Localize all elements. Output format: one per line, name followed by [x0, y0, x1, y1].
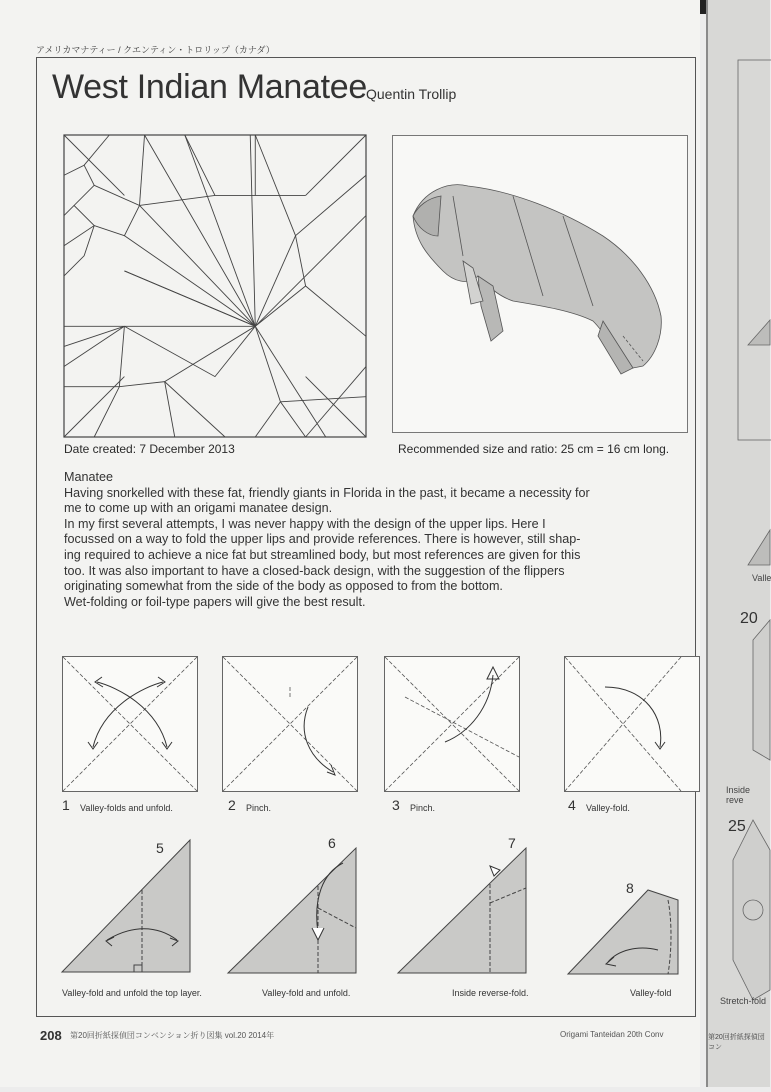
step-label: Valley-fold and unfold. [262, 988, 351, 998]
step-label: Inside reverse-fold. [452, 988, 529, 998]
step-2-diagram [222, 656, 358, 792]
description-line: originating somewhat from the side of the body as opposed to from the bottom. [64, 579, 503, 594]
step-1-diagram [62, 656, 198, 792]
next-page-label: Inside reve [726, 785, 751, 805]
next-page-label: Valle [752, 573, 771, 583]
description [64, 470, 688, 610]
step-7-diagram [398, 848, 528, 976]
next-page-diagrams [708, 0, 770, 1087]
description-line: In my first several attempts, I was never happy with the design of the upper lips. Here I [64, 516, 546, 531]
step-label: Valley-fold and unfold the top layer. [62, 988, 202, 998]
step-number: 2 [228, 797, 236, 813]
author: Quentin Trollip [366, 86, 457, 102]
step-number: 7 [508, 835, 516, 851]
manatee-illustration [393, 136, 687, 432]
next-page-step-number: 25 [728, 818, 746, 835]
description-line: too. It was also important to have a closed-back design, with the suggestion of the flippers [64, 563, 565, 578]
recommended-size: Recommended size and ratio: 25 cm = 16 cm long. [398, 442, 670, 456]
step-5-diagram [62, 840, 192, 975]
description-line: Manatee [64, 470, 114, 484]
step-label: Pinch. [246, 803, 272, 813]
description-line: me to come up with an origami manatee design. [64, 501, 333, 516]
step-3-diagram [384, 656, 520, 792]
step-number: 4 [568, 797, 576, 813]
step-label: Valley-fold [630, 988, 672, 998]
description-line: Wet-folding or foil-type papers will give the best result. [64, 594, 366, 609]
step-8-diagram [568, 890, 680, 976]
page-number: 208 [40, 1028, 62, 1043]
date-created: Date created: 7 December 2013 [64, 442, 235, 456]
step-label: Valley-fold. [586, 803, 630, 813]
next-page [706, 0, 770, 1087]
model-photo [392, 135, 688, 433]
description-line: Having snorkelled with these fat, friendly giants in Florida in the past, it became a necessity for [64, 485, 590, 500]
step-number: 3 [392, 797, 400, 813]
footer-right: Origami Tanteidan 20th Conv [560, 1030, 664, 1039]
crease-pattern [64, 135, 366, 437]
step-number: 5 [156, 840, 164, 856]
step-label: Valley-folds and unfold. [80, 803, 173, 813]
page-title: West Indian Manatee [52, 68, 367, 106]
description-line: ing required to achieve a nice fat but streamlined body, but most references are given for this [64, 547, 581, 562]
step-4-diagram [564, 656, 700, 792]
step-number: 1 [62, 797, 70, 813]
footer-left: 第20回折紙探偵団コンベンション折り図集 vol.20 2014年 [70, 1031, 275, 1040]
step-number: 6 [328, 835, 336, 851]
step-number: 8 [626, 880, 634, 896]
step-label: Pinch. [410, 803, 436, 813]
description-line: focussed on a way to fold the upper lips and provide references. There is however, still shap- [64, 532, 581, 547]
next-page-step-number: 20 [740, 610, 758, 627]
next-page-footer: 第20回折紙探偵団コン [708, 1034, 765, 1051]
page-header: アメリカマナティー / クエンティン・トロリップ（カナダ） [36, 45, 275, 55]
next-page-label: Stretch-fold [720, 996, 767, 1006]
step-6-diagram [228, 848, 358, 976]
